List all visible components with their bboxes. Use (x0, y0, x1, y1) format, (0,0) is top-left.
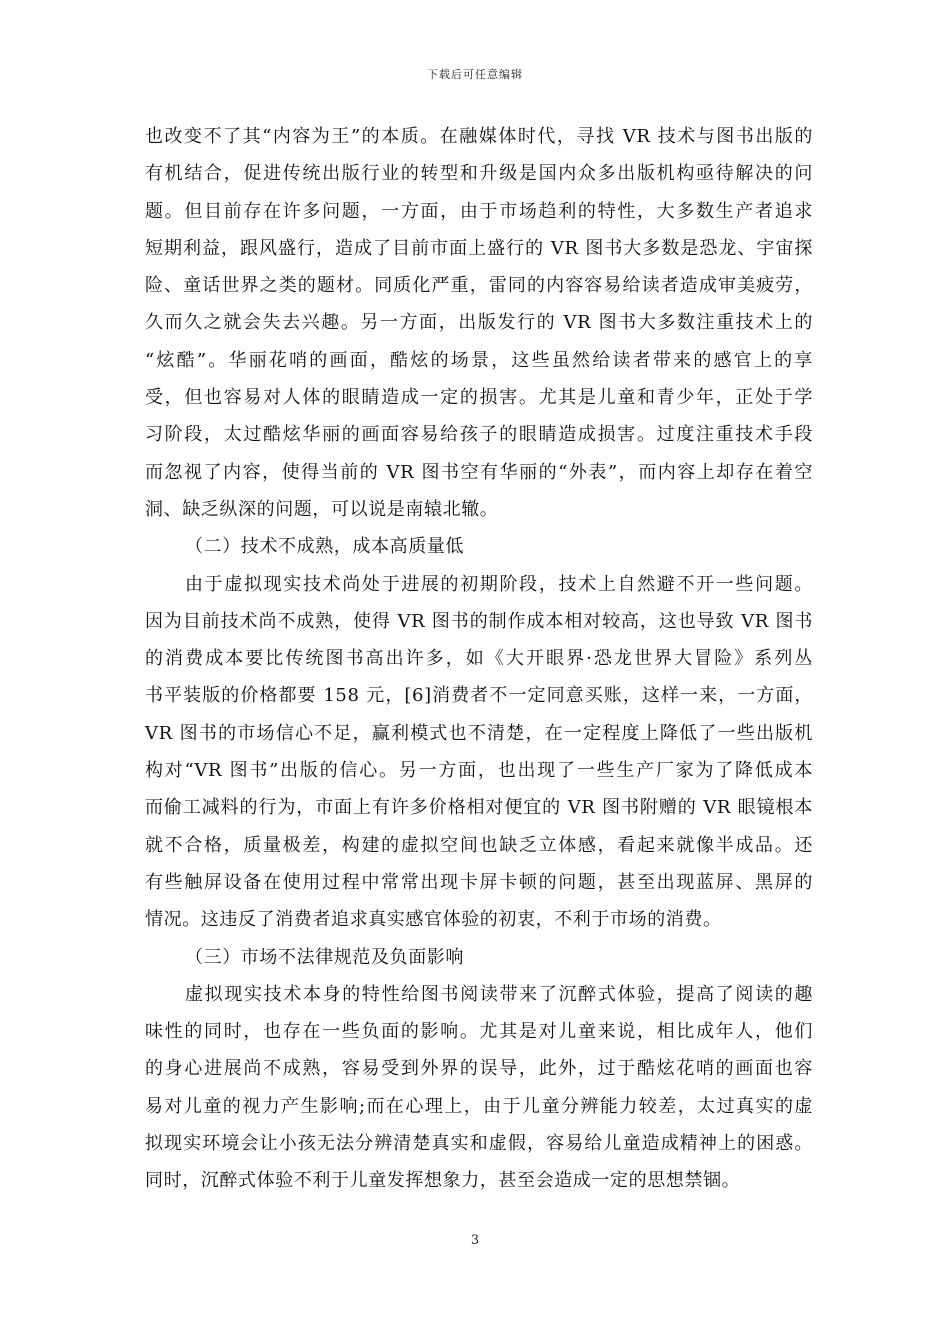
text-line: 构对“VR 图书”出版的信心。另一方面，也出现了一些生产厂家为了降低成本 (145, 760, 813, 782)
text-line: 因为目前技术尚不成熟，使得 VR 图书的制作成本相对较高，这也导致 VR 图书 (145, 610, 813, 632)
text-line: 由于虚拟现实技术尚处于进展的初期阶段，技术上自然避不开一些问题。 (185, 573, 813, 595)
text-line: “炫酷”。华丽花哨的画面，酷炫的场景，这些虽然给读者带来的感官上的享 (145, 349, 813, 371)
text-line: VR 图书的市场信心不足，赢利模式也不清楚，在一定程度上降低了一些出版机 (145, 722, 813, 744)
text-line: 久而久之就会失去兴趣。另一方面，出版发行的 VR 图书大多数注重技术上的 (145, 312, 813, 334)
text-line: 习阶段，太过酷炫华丽的画面容易给孩子的眼睛造成损害。过度注重技术手段 (145, 424, 813, 446)
text-line: 易对儿童的视力产生影响;而在心理上，由于儿童分辨能力较差，太过真实的虚 (145, 1095, 813, 1117)
text-line: 同时，沉醉式体验不利于儿童发挥想象力，甚至会造成一定的思想禁锢。 (145, 1170, 741, 1192)
text-line: 短期利益，跟风盛行，造成了目前市面上盛行的 VR 图书大多数是恐龙、宇宙探 (145, 237, 813, 259)
text-line: 的身心进展尚不成熟，容易受到外界的误导，此外，过于酷炫花哨的画面也容 (145, 1058, 813, 1080)
section-heading: （三）市场不法律规范及负面影响 (185, 946, 464, 968)
text-line: 洞、缺乏纵深的问题，可以说是南辕北辙。 (145, 498, 499, 520)
text-line: 有机结合，促进传统出版行业的转型和升级是国内众多出版机构亟待解决的问 (145, 163, 813, 185)
text-line: 拟现实环境会让小孩无法分辨清楚真实和虚假，容易给儿童造成精神上的困惑。 (145, 1133, 813, 1155)
text-line: 情况。这违反了消费者追求真实感官体验的初衷，不利于市场的消费。 (145, 909, 722, 931)
page-header: 下载后可任意编辑 (427, 68, 523, 81)
text-line: 险、童话世界之类的题材。同质化严重，雷同的内容容易给读者造成审美疲劳， (145, 275, 813, 297)
text-line: 受，但也容易对人体的眼睛造成一定的损害。尤其是儿童和青少年，正处于学 (145, 387, 813, 409)
text-line: 就不合格，质量极差，构建的虚拟空间也缺乏立体感，看起来就像半成品。还 (145, 834, 813, 856)
text-line: 有些触屏设备在使用过程中常常出现卡屏卡顿的问题，甚至出现蓝屏、黑屏的 (145, 871, 813, 893)
body-text (145, 118, 813, 1200)
text-line: 的消费成本要比传统图书高出许多，如《大开眼界·恐龙世界大冒险》系列丛 (145, 648, 813, 670)
text-line: 虚拟现实技术本身的特性给图书阅读带来了沉醉式体验，提高了阅读的趣 (185, 983, 813, 1005)
text-line: 味性的同时，也存在一些负面的影响。尤其是对儿童来说，相比成年人，他们 (145, 1021, 813, 1043)
text-line: 而偷工减料的行为，市面上有许多价格相对便宜的 VR 图书附赠的 VR 眼镜根本 (145, 797, 813, 819)
text-line: 书平装版的价格都要 158 元，[6]消费者不一定同意买账，这样一来，一方面， (145, 685, 813, 707)
text-line: 题。但目前存在许多问题，一方面，由于市场趋利的特性，大多数生产者追求 (145, 200, 813, 222)
page-number: 3 (470, 1233, 480, 1248)
text-line: 而忽视了内容，使得当前的 VR 图书空有华丽的“外表”，而内容上却存在着空 (145, 461, 813, 483)
section-heading: （二）技术不成熟，成本高质量低 (185, 536, 464, 558)
text-line: 也改变不了其“内容为王”的本质。在融媒体时代，寻找 VR 技术与图书出版的 (145, 126, 813, 147)
